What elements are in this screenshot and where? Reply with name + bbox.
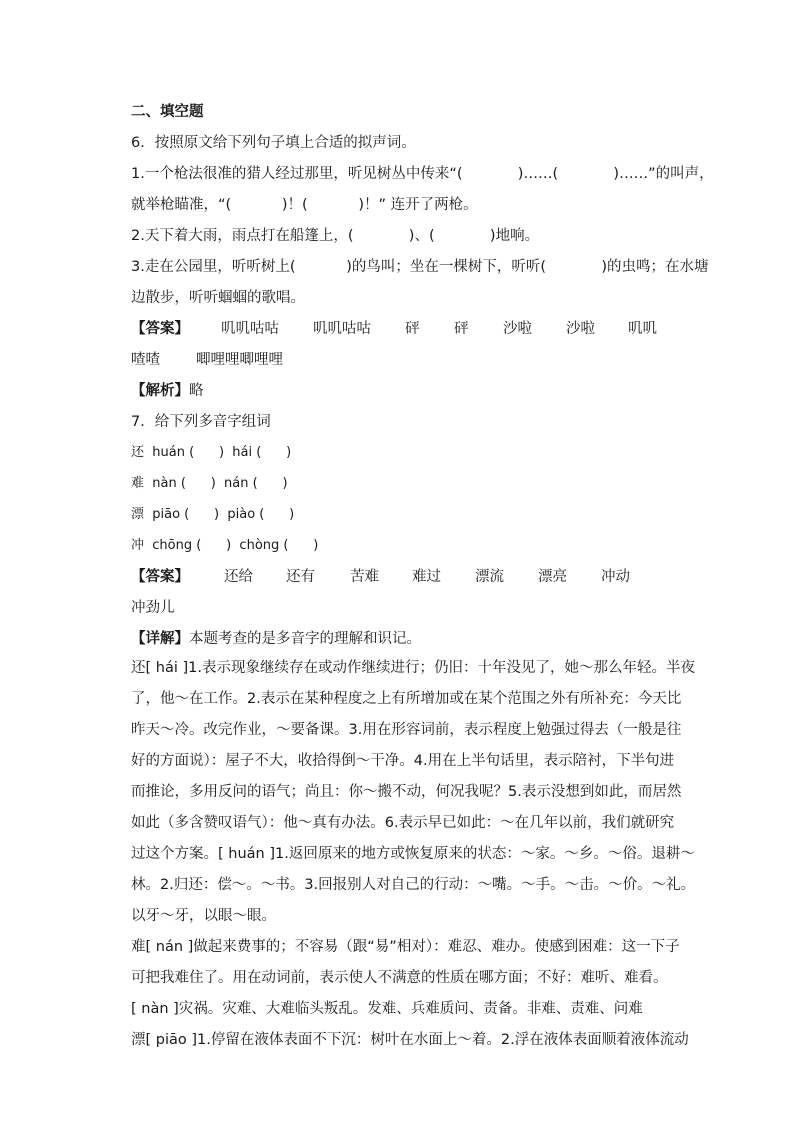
para-line: 而推论，多用反问的语气；尚且：你～搬不动，何况我呢？5.表示没想到如此，而居然: [131, 784, 682, 800]
q7-row: 漂 piāo ( ) piào ( ): [131, 507, 295, 522]
para-line: 了，他～在工作。2.表示在某种程度之上有所增加或在某个范围之外有所补充：今天比: [131, 691, 682, 707]
q6-answer: 沙啦: [566, 321, 595, 337]
para-line: 林。2.归还：偿～。～书。3.回报别人对自己的行动：～嘴。～手。～击。～价。～礼。: [131, 877, 696, 893]
q6-answer: 砰: [454, 321, 469, 337]
q6-analysis: [131, 381, 204, 401]
q7-answer-label: 【答案】: [131, 569, 189, 585]
q7-para-huan-hai: [131, 653, 696, 932]
para-line: 可把我难住了。用在动词前，表示使人不满意的性质在哪方面；不好：难听、难看。: [131, 970, 668, 986]
q6-line-2: 就举枪瞄准，“( )！( )！” 连开了两枪。: [131, 197, 478, 213]
para-line: 昨天～冷。改完作业，～要备课。3.用在形容词前，表示程度上勉强过得去（一般是往: [131, 722, 682, 738]
q7-detail-label: 【详解】: [131, 631, 189, 647]
q7-answer: 难过: [412, 569, 441, 585]
q7-prompt: 7．给下列多音字组词: [131, 414, 271, 430]
q7-detail: [131, 629, 421, 649]
q6-answer-label: 【答案】: [131, 321, 189, 337]
para-line: 如此（多含赞叹语气）：他～真有办法。6.表示早已如此：～在几年以前，我们就研究: [131, 815, 675, 831]
q6-answer: 唧哩哩唧哩哩: [196, 352, 283, 368]
q7-answer: 苦难: [350, 569, 379, 585]
q6-answer: 叽叽咕咕: [313, 321, 371, 337]
q7-answer: 还给: [224, 569, 253, 585]
q7-row: 冲 chōng ( ) chòng ( ): [131, 538, 319, 553]
q6-analysis-label: 【解析】: [131, 383, 189, 399]
para-line: 以牙～牙，以眼～眼。: [131, 908, 276, 924]
q6-answer: 砰: [405, 321, 420, 337]
q6-line-1: 1.一个枪法很准的猎人经过那里，听见树丛中传来“( )……( )……”的叫声，: [131, 166, 714, 182]
q6-line-3: 2.天下着大雨，雨点打在船篷上，( )、( )地响。: [131, 228, 540, 244]
para-line: 好的方面说）：屋子不大，收拾得倒～干净。4.用在上半句话里，表示陪衬，下半句进: [131, 753, 675, 769]
q7-para-nan: [131, 932, 680, 1025]
q7-para-piao: [131, 1025, 689, 1056]
q6-prompt: 6．按照原文给下列句子填上合适的拟声词。: [131, 135, 416, 151]
para-line: 过这个方案。[ huán ]1.返回原来的地方或恢复原来的状态：～家。～乡。～俗。退耕～: [131, 846, 695, 862]
q7-answer: 还有: [286, 569, 315, 585]
para-line: 难[ nán ]做起来费事的；不容易（跟“易”相对）：难忍、难办。使感到困难：这一下子: [131, 939, 680, 955]
q7-row: 难 nàn ( ) nán ( ): [131, 476, 288, 491]
q7-detail-text: 本题考查的是多音字的理解和识记。: [189, 631, 421, 647]
para-line: 漂[ piāo ]1.停留在液体表面不下沉：树叶在水面上～着。2.浮在液体表面顺着液体流动: [131, 1032, 689, 1048]
para-line: 还[ hái ]1.表示现象继续存在或动作继续进行；仍旧：十年没见了，她～那么年轻。半夜: [131, 660, 695, 676]
q6-answer: 叽叽: [628, 321, 657, 337]
q7-answer: 冲动: [601, 569, 630, 585]
q7-answer: 漂流: [475, 569, 504, 585]
section-title: 二、填空题: [131, 104, 204, 120]
q6-answer: 沙啦: [503, 321, 532, 337]
q7-answer: 冲劲儿: [131, 600, 175, 616]
q6-answer: 喳喳: [131, 352, 160, 368]
q7-answer: 漂亮: [538, 569, 567, 585]
q7-row: 还 huán ( ) hái ( ): [131, 445, 292, 460]
q6-answer: 叽叽咕咕: [221, 321, 279, 337]
para-line: [ nàn ]灾祸。灾难、大难临头叛乱。发难、兵难质问、责备。非难、责难、问难: [131, 1001, 643, 1017]
q6-analysis-text: 略: [189, 383, 204, 399]
q6-line-5: 边散步，听听蝈蝈的歌唱。: [131, 290, 305, 306]
q6-line-4: 3.走在公园里，听听树上( )的鸟叫；坐在一棵树下，听听( )的虫鸣；在水塘: [131, 259, 709, 275]
